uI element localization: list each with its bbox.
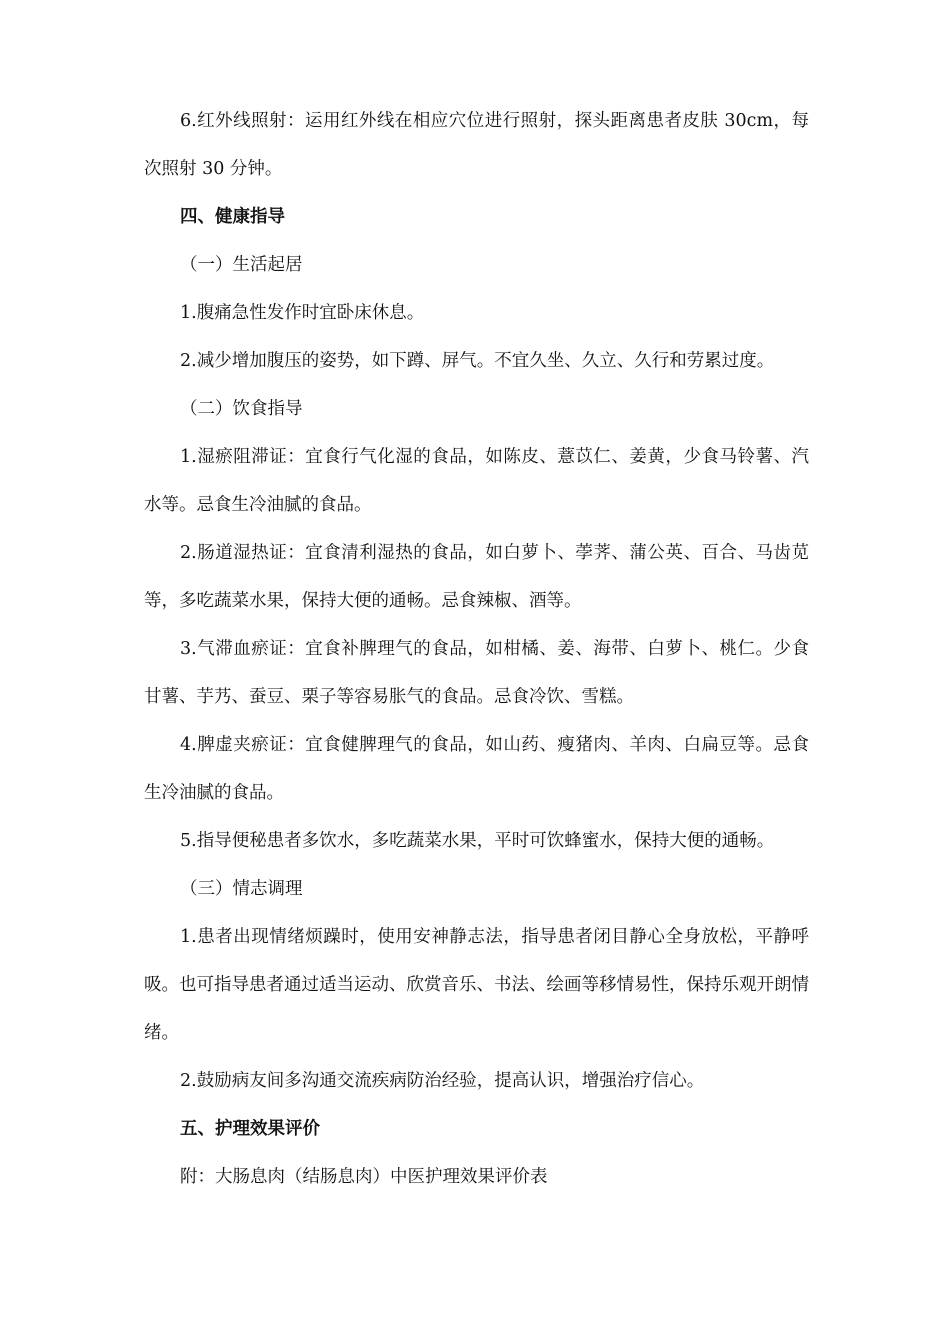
paragraph-diet-1: 1.湿瘀阻滞证：宜食行气化湿的食品，如陈皮、薏苡仁、姜黄，少食马铃薯、汽水等。忌食生冷油腻的食品。 [144, 447, 809, 515]
subheading-daily-life: （一）生活起居 [180, 255, 303, 275]
paragraph-emotion-2: 2.鼓励病友间多沟通交流疾病防治经验，提高认识，增强治疗信心。 [180, 1071, 705, 1091]
section-heading-health-guidance: 四、健康指导 [180, 207, 285, 227]
paragraph-abdominal-pressure: 2.减少增加腹压的姿势，如下蹲、屏气。不宜久坐、久立、久行和劳累过度。 [180, 351, 775, 371]
appendix-note: 附：大肠息肉（结肠息肉）中医护理效果评价表 [180, 1167, 548, 1187]
paragraph-diet-3: 3.气滞血瘀证：宜食补脾理气的食品，如柑橘、姜、海带、白萝卜、桃仁。少食甘薯、芋艿、蚕豆、栗子等容易胀气的食品。忌食冷饮、雪糕。 [144, 639, 809, 707]
subheading-emotional-care: （三）情志调理 [180, 879, 303, 899]
subheading-diet-guidance: （二）饮食指导 [180, 399, 303, 419]
paragraph-emotion-1: 1.患者出现情绪烦躁时，使用安神静志法，指导患者闭目静心全身放松，平静呼吸。也可指导患者通过适当运动、欣赏音乐、书法、绘画等移情易性，保持乐观开朗情绪。 [144, 927, 809, 1043]
section-heading-evaluation: 五、护理效果评价 [180, 1119, 320, 1139]
paragraph-diet-4: 4.脾虚夹瘀证：宜食健脾理气的食品，如山药、瘦猪肉、羊肉、白扁豆等。忌食生冷油腻的食品。 [144, 735, 809, 803]
paragraph-diet-2: 2.肠道湿热证：宜食清利湿热的食品，如白萝卜、荸荠、蒲公英、百合、马齿苋等，多吃蔬菜水果，保持大便的通畅。忌食辣椒、酒等。 [144, 543, 809, 611]
paragraph-infrared-therapy: 6.红外线照射：运用红外线在相应穴位进行照射，探头距离患者皮肤 30cm，每次照射 30 分钟。 [144, 111, 809, 179]
paragraph-rest: 1.腹痛急性发作时宜卧床休息。 [180, 303, 425, 323]
paragraph-diet-5: 5.指导便秘患者多饮水，多吃蔬菜水果，平时可饮蜂蜜水，保持大便的通畅。 [180, 831, 775, 851]
